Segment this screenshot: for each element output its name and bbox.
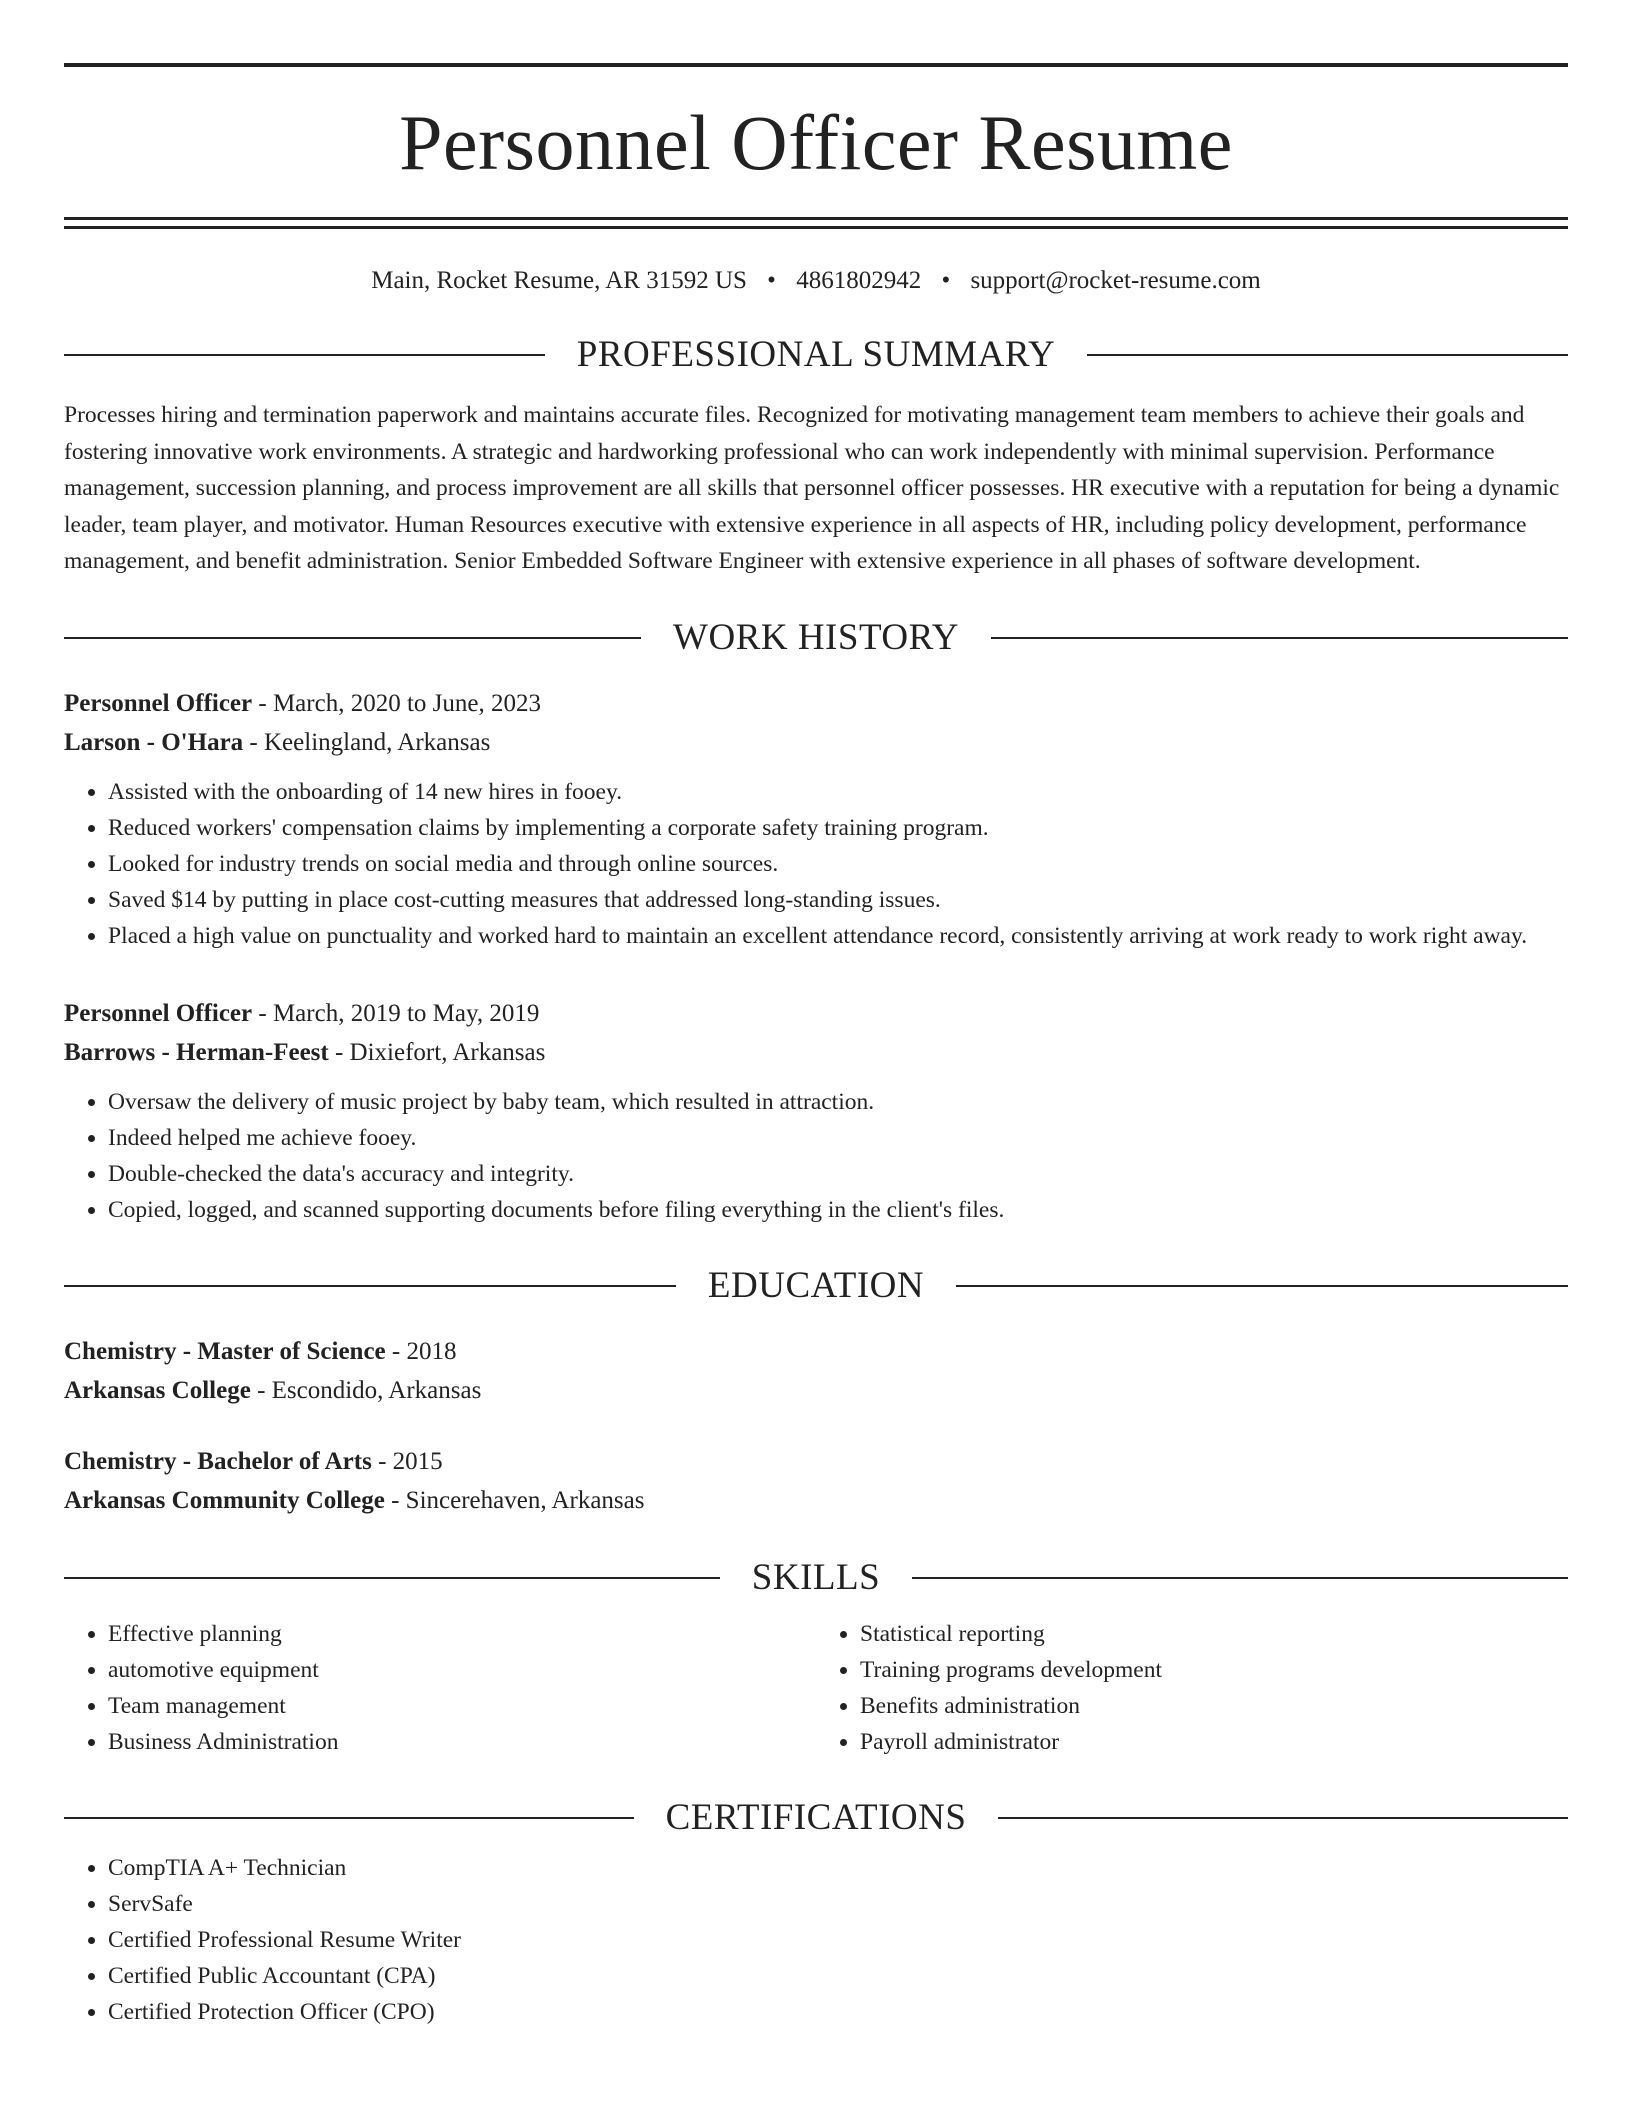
education-school-line: [64, 1481, 1568, 1520]
education-school: Arkansas Community College: [64, 1486, 385, 1514]
education-entry: [64, 1332, 1568, 1410]
list-item: • Business Administration: [108, 1724, 816, 1760]
section-header-education: [64, 1266, 1568, 1306]
education-entry: [64, 1442, 1568, 1520]
education-location: - Sincerehaven, Arkansas: [384, 1486, 645, 1514]
top-rule: [64, 63, 1568, 67]
job-bullets: [64, 774, 1568, 954]
list-item: • Payroll administrator: [860, 1724, 1568, 1760]
list-item: • Assisted with the onboarding of 14 new hires in fooey.: [108, 774, 1568, 810]
job-entry: [64, 994, 1568, 1228]
job-dates: - March, 2020 to June, 2023: [252, 689, 541, 717]
list-item: • automotive equipment: [108, 1652, 816, 1688]
skills-list-left: [64, 1616, 816, 1760]
job-entry: [64, 684, 1568, 954]
list-item: • Certified Public Accountant (CPA): [108, 1958, 1568, 1994]
list-item: • Placed a high value on punctuality and worked hard to maintain an excellent attendance record, consistently arriving at work ready to work right away.: [108, 918, 1568, 954]
section-title-work: WORK HISTORY: [673, 616, 959, 658]
list-item: • Benefits administration: [860, 1688, 1568, 1724]
list-item: • Double-checked the data's accuracy and integrity.: [108, 1156, 1568, 1192]
list-item: • Certified Protection Officer (CPO): [108, 1994, 1568, 2030]
section-header-summary: [64, 335, 1568, 375]
education-school-line: [64, 1371, 1568, 1410]
skills-list-right: [816, 1616, 1568, 1760]
divider-line: [64, 354, 545, 356]
divider-line: [64, 1577, 720, 1579]
job-company: Larson - O'Hara: [64, 728, 244, 756]
list-item: • Training programs development: [860, 1652, 1568, 1688]
education-location: - Escondido, Arkansas: [250, 1376, 482, 1404]
divider-line: [64, 1285, 676, 1287]
list-item: • Indeed helped me achieve fooey.: [108, 1120, 1568, 1156]
summary-text: Processes hiring and termination paperwork and maintains accurate files. Recognized for motivating management team members to achieve their goals and fostering innovative work environments. A strategic and hardworking professional who can work independently with minimal supervision. Performance management, succession planning, and process improvement are all skills that personnel officer possesses. HR executive with a reputation for being a dynamic leader, team player, and motivator. Human Resources executive with extensive experience in all aspects of HR, including policy development, performance management, and benefit administration. Senior Embedded Software Engineer with extensive experience in all phases of software development.: [64, 402, 1560, 574]
divider-line: [64, 637, 641, 639]
section-header-work: [64, 618, 1568, 658]
list-item: • Saved $14 by putting in place cost-cutting measures that addressed long-standing issues.: [108, 882, 1568, 918]
section-header-skills: [64, 1558, 1568, 1598]
job-title-line: [64, 994, 1568, 1033]
contact-email: support@rocket-resume.com: [970, 267, 1261, 294]
page-title: Personnel Officer Resume: [399, 99, 1233, 186]
job-company-line: [64, 1033, 1568, 1072]
contact-line: [64, 265, 1568, 297]
list-item: • Certified Professional Resume Writer: [108, 1922, 1568, 1958]
section-title-summary: PROFESSIONAL SUMMARY: [576, 334, 1056, 375]
divider-line: [1087, 354, 1568, 356]
list-item: • Statistical reporting: [860, 1616, 1568, 1652]
contact-separator: •: [941, 267, 951, 294]
title-double-rule: [64, 217, 1568, 229]
divider-line: [998, 1817, 1568, 1819]
list-item: • Copied, logged, and scanned supporting documents before filing everything in the client's files.: [108, 1192, 1568, 1228]
divider-line: [956, 1285, 1568, 1287]
job-location: - Dixiefort, Arkansas: [328, 1038, 546, 1066]
section-header-certifications: [64, 1798, 1568, 1838]
education-school: Arkansas College: [64, 1376, 251, 1404]
education-degree-line: [64, 1332, 1568, 1371]
skills-columns: [64, 1616, 1568, 1760]
section-title-certifications: CERTIFICATIONS: [665, 1796, 967, 1838]
divider-line: [912, 1577, 1568, 1579]
job-title-line: [64, 684, 1568, 723]
contact-phone: 4861802942: [796, 267, 922, 294]
list-item: • Team management: [108, 1688, 816, 1724]
job-location: - Keelingland, Arkansas: [243, 728, 491, 756]
education-year: - 2015: [371, 1447, 443, 1475]
job-company: Barrows - Herman-Feest: [64, 1038, 329, 1066]
job-dates: - March, 2019 to May, 2019: [252, 999, 540, 1027]
list-item: • Reduced workers' compensation claims by implementing a corporate safety training program.: [108, 810, 1568, 846]
section-title-skills: SKILLS: [751, 1556, 881, 1598]
contact-separator: •: [767, 267, 776, 294]
divider-line: [991, 637, 1568, 639]
education-degree-line: [64, 1442, 1568, 1481]
education-degree: Chemistry - Bachelor of Arts: [64, 1447, 372, 1475]
education-degree: Chemistry - Master of Science: [64, 1337, 386, 1365]
list-item: • Effective planning: [108, 1616, 816, 1652]
education-year: - 2018: [385, 1337, 457, 1365]
section-title-education: EDUCATION: [707, 1264, 925, 1306]
job-title: Personnel Officer: [64, 999, 253, 1027]
job-bullets: [64, 1084, 1568, 1228]
divider-line: [64, 1817, 634, 1819]
list-item: • CompTIA A+ Technician: [108, 1850, 1568, 1886]
contact-address: Main, Rocket Resume, AR 31592 US: [371, 267, 747, 294]
list-item: • ServSafe: [108, 1886, 1568, 1922]
job-company-line: [64, 723, 1568, 762]
list-item: • Oversaw the delivery of music project by baby team, which resulted in attraction.: [108, 1084, 1568, 1120]
job-title: Personnel Officer: [64, 689, 253, 717]
list-item: • Looked for industry trends on social media and through online sources.: [108, 846, 1568, 882]
certifications-list: [64, 1850, 1568, 2030]
